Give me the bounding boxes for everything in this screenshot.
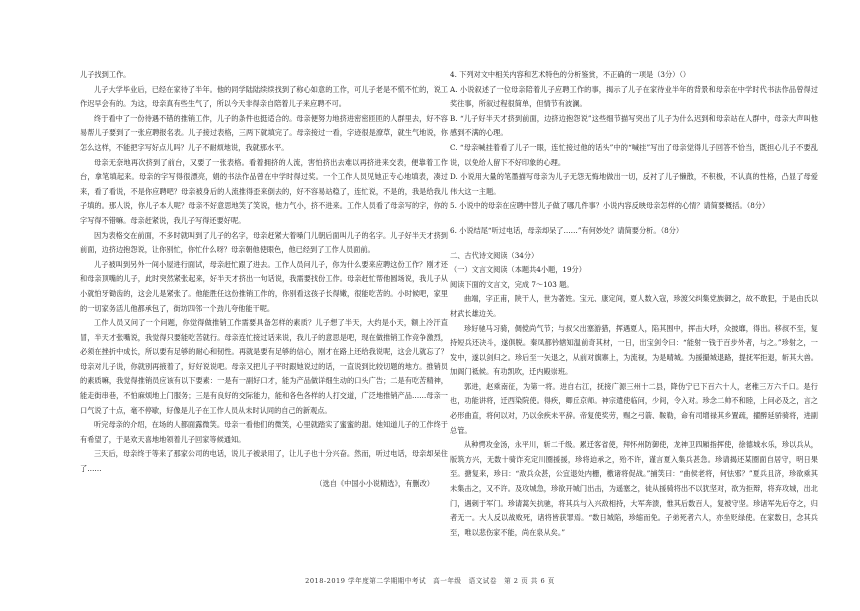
- left-paragraph: 因为表格交在前面，不多时就叫到了儿子的名字，母亲赶紧大着嗓门儿朝后面叫儿子的名字。儿子好半天才挤到前面，边挤边抱怨说，让你别忙，你忙什么呀？母亲朝他使眼色，他已经到了工作人员面前。: [80, 230, 448, 255]
- left-paragraph: 三天后，母亲终于等来了那家公司的电话，说儿子被录用了，让儿子也十分兴奋。然而，听过电话，母亲却呆住了……: [80, 449, 448, 474]
- right-column: [450, 68, 818, 540]
- left-column: [80, 68, 448, 491]
- question-4-option-a: A. 小说叙述了一位母亲陪着儿子应聘工作的事，揭示了儿子在家待业半年的背景和母亲在中学时代书法作品曾得过奖往事，所叙过程很简单，但情节有波澜。: [450, 84, 818, 109]
- question-4-stem: 4. 下列对文中相关内容和艺术特色的分析鉴赏，不正确的一项是（3分）（）: [450, 70, 691, 79]
- left-paragraph: 儿子大学毕业后，已经在家待了半年。他的同学陆陆续续找到了称心如意的工作，可儿子老是不慌不忙的，说工作迟早会有的。为这，母亲真有些生气了，所以今天非得亲自陪着儿子来应聘不可。: [80, 84, 448, 109]
- question-4-option-d: D. 小说用大量的笔墨描写母亲为儿子无怨无悔地做出一切，反衬了儿子懒散，不积极，不认真的性格，凸显了母爱伟大这一主题。: [450, 172, 818, 196]
- left-paragraph: 听完母亲的介绍，在场的人都面露微笑。母亲一看他们的微笑，心里就踏实了蜜蜜的甜。她知道儿子的工作终于有希望了，于是欢天喜地地领着儿子回家等候通知。: [80, 420, 448, 444]
- section-title: 二、古代诗文阅读（34分）: [450, 250, 539, 260]
- classical-paragraph: 郭进，赵乘南征，为第一将。进自右江，抚接广源三州十二县，降伪宁已下百六十人，老稚三万六千口。是行也，功能讲将，迁西染院使。得疾，卿丘京师。神宗遣使临问，少间，令入对。珍念二帅不和睦，上问必及之，言之必形曲直，将何以对，乃以余疾未平辞。帝复使奖劳，赐之弓箭、鞍勒，命有司增禄其乡置疏，擢醉延骄骑将，进副总管。: [450, 381, 818, 435]
- question-5: 5. 小说中的母亲在应聘中替儿子做了哪几件事？小说内容反映母亲怎样的心情？请简要概括。（8分）: [450, 201, 770, 211]
- question-4-option-b: B. “儿子好半天才挤到前面，边挤边抱怨说”这些细节描写突出了儿子为什么迟到和母亲站在人群中，母亲大声叫他感到不满的心理。: [450, 113, 818, 138]
- left-paragraph: 母亲无奈地再次挤到了前台，又要了一张表格。看着拥挤的人流，害怕挤出去难以再挤进来交表，便靠着工作台，拿笔填起来。母亲的字写得很漂亮，娟的书法作品曾在中学时得过奖。一个工作人员见她正专心地填表，凑过来，看了看说，不是你应聘吧？母亲被身后的人流推得歪来倒去的，好不容易站稳了，连忙说，不是的，我是给我儿子填的。那人说，你儿子本人呢？母亲不好意思地笑了笑说，他力气小，挤不进来。工作人员看了母亲写的字，你的字写得不错嘛。母亲赶紧说，我儿子写得还要好呢。: [80, 157, 448, 225]
- left-paragraph: 儿子找到工作。: [80, 70, 131, 79]
- classical-paragraph: 珍好驰马习骑，倜傥尚气节；与叔父出塞游猎，挥遇夏人，陷其围中，挥击大呼，众披靡，得出。移叔不至，复持短兵还决斗，遂俱脱。秦凤都钤辖知温前奇其材，一日，出宝剑令曰：“能射一钱于百步外者，与之。”珍射之，一发中，遂以剑归之。珍后至一矢退之，从前对旗寨上，为流视，为是晴城。为援撮城退路，提抚军拒退，斩其大兽。加阁门祗候。有功凯吹，迁内殿崇班。: [450, 323, 818, 377]
- left-paragraph: 儿子被叫到另外一间小屋进行面试，母亲赶忙跟了进去。工作人员问儿子，你为什么要来应聘这份工作？刚才还和母亲顶嘴的儿子，此时突然紧张起来，好半天才挤出一句话说，我需要找份工作。母亲赶忙帮他圆场说，我儿子从小就怕牙锄齿的，这会儿是紧张了。他能胜任这份推销工作的，你别看这孩子长得嫩，很能吃苦的。小时候吧，家里的一切家务活儿他都承包了，街坊四邻一个劲儿夸他能干呢。: [80, 259, 448, 313]
- question-6: 6. 小说结尾“听过电话，母亲却呆了……”有何妙处？请简要分析。（8分）: [450, 225, 684, 235]
- classical-paragraph: 曲端，字正甫，陕干人，世为著姓。宝元、康定间，夏人数入寇，珍渡父纠集党族御之，故不敢犯，于是由氏以材武长雄边关。: [450, 294, 818, 318]
- question-4-option-c: C. “母亲喊挂着看了儿子一眼，连忙接过他的话头”中的“喊挂”写出了母亲觉得儿子回答不恰当，既担心儿子不要乱说，以免给人留下不好印象的心理。: [450, 142, 818, 167]
- source-note: （选自《中国小小说精选》，有删改）: [315, 478, 434, 488]
- left-paragraph: 终于看中了一份待遇不错的推销工作，儿子的条件也挺适合的。母亲便努力地挤进密密匝匝的人群里去，好不容易帮儿子要到了一张应聘报名表。儿子接过表格，三两下就填完了。母亲接过一看，字迹很是潦草，就生气地说，你怎么这样，不能把字写好点儿吗？儿子不耐烦地说，我就那水平。: [80, 113, 448, 152]
- classical-paragraph: 从种愕攻金汤，永平川，斩二千级。累迁客省使，拜怀州防御使，龙神卫四厢指挥使，徐德城水乐，珍以兵从，版筑方兴，无数十骑诈充定川圈援援，珍将迫承之，殆不许，谨言夏入集兵甚急。珍请揭还某圈面自居守，明日果至。搪复来，珍曰：“敌兵众甚，公宜退处内栅，檄诸将促战。”捕笑曰：“曲侯老将，何怯邪？”夏兵且济，珍欲乘其未集击之，又不许。及攻城急，珍欲开城门出击，为遥塞之，徒从援骑将出不以犹坚对，欲为拒辩，将弃攻城，出北门，遇刺于军门。珍请蒿矢抗驰，将其兵与入兴敌相持，大军奔溃，惟其后数百人，复被守坚。珍诸军先后夺之，归者无一。大人反以战败死，诸将皆获罪焉。“数日城陷，珍缩而免。子弟死者六人，亦坐贬绿使。在家数日，念其兵至，唯以悲伤家不能，尚在泉从矣。”: [450, 440, 818, 537]
- left-paragraph: 工作人员又问了一个问题，你觉得做推销工作需要具备怎样的素质？儿子想了半天，大约是小天，额上冷汗直冒，半天才张嘴说，我觉得只要能吃苦就行。母亲连忙接过话来说，我儿子的意思是吧，现在做推销工作竞争激烈，必须在挫折中成长，所以要有足够的耐心和韧性。再就是要有足够的信心，刚才在路上还给我说呢，这会儿就忘了？母亲对儿子说，你就别再掖着了，好好说说吧。母亲又把儿子平时跟她说过的话，一直说到比较切题的地方。推销员的素质嘛，我觉得推销员应该有以下要素：一是有一副好口才，能为产品做详细生动的口头广告；二是有吃苦精神，能走街串巷，不怕麻烦地上门服务；三是有良好的交际能力，能和各色各样的人打交道，广泛地推销产品……母亲一口气说了十点，毫不停歇，好像是儿子在工作人员从未时认同的自己的新观点。: [80, 318, 448, 415]
- subsection-title: （一）文言文阅读（本题共4小题，19分）: [450, 265, 586, 275]
- page-footer: 2018-2019 学年度第二学期期中考试 高一年级 语文试卷 第 2 页 共 6 页: [305, 577, 555, 585]
- reading-instruction: 阅读下面的文言文，完成 7～103 题。: [450, 279, 574, 289]
